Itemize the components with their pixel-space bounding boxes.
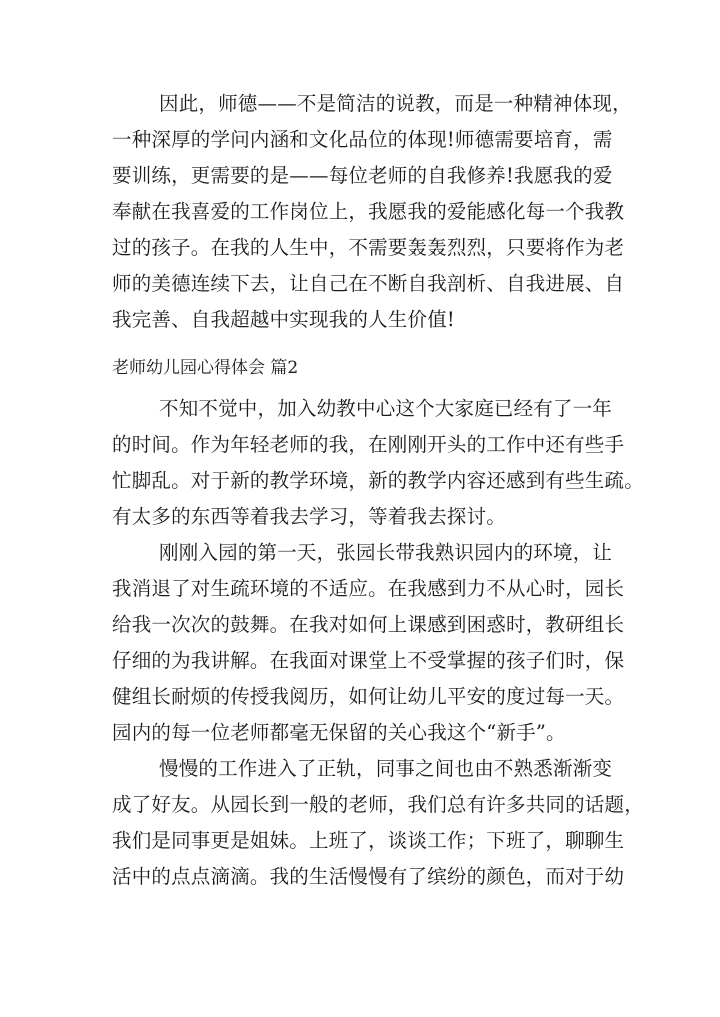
paragraph-line: 奉献在我喜爱的工作岗位上，我愿我的爱能感化每一个我教 [112, 200, 625, 223]
paragraph-line: 成了好友。从园长到一般的老师，我们总有许多共同的话题， [112, 793, 644, 816]
paragraph-line: 忙脚乱。对于新的教学环境，新的教学内容还感到有些生疏。 [112, 469, 644, 492]
paragraph-2 [112, 391, 644, 535]
paragraph-line: 过的孩子。在我的人生中，不需要轰轰烈烈，只要将作为老 [112, 236, 625, 259]
section-heading: 老师幼儿园心得体会 篇2 [112, 358, 299, 378]
paragraph-line: 我们是同事更是姐妹。上班了，谈谈工作；下班了，聊聊生 [112, 829, 625, 852]
paragraph-1 [112, 86, 632, 338]
paragraph-line: 刚刚入园的第一天，张园长带我熟识园内的环境，让 [159, 541, 613, 564]
paragraph-3 [112, 535, 625, 751]
paragraph-line: 园内的每一位老师都毫无保留的关心我这个“新手”。 [112, 721, 566, 744]
paragraph-line: 仔细的为我讲解。在我面对课堂上不受掌握的孩子们时，保 [112, 649, 625, 672]
paragraph-line: 师的美德连续下去，让自己在不断自我剖析、自我进展、自 [112, 272, 625, 295]
paragraph-line: 活中的点点滴滴。我的生活慢慢有了缤纷的颜色，而对于幼 [112, 865, 625, 888]
paragraph-line: 要训练，更需要的是——每位老师的自我修养!我愿我的爱 [112, 164, 613, 187]
paragraph-line: 健组长耐烦的传授我阅历，如何让幼儿平安的度过每一天。 [112, 685, 625, 708]
paragraph-line: 不知不觉中，加入幼教中心这个大家庭已经有了一年 [159, 397, 613, 420]
paragraph-line: 一种深厚的学问内涵和文化品位的体现!师德需要培育，需 [112, 128, 613, 151]
paragraph-line: 慢慢的工作进入了正轨，同事之间也由不熟悉渐渐变 [159, 757, 613, 780]
paragraph-line: 的时间。作为年轻老师的我，在刚刚开头的工作中还有些手 [112, 433, 625, 456]
paragraph-4 [112, 751, 644, 895]
paragraph-line: 我消退了对生疏环境的不适应。在我感到力不从心时，园长 [112, 577, 625, 600]
paragraph-line: 给我一次次的鼓舞。在我对如何上课感到困惑时，教研组长 [112, 613, 625, 636]
paragraph-line: 我完善、自我超越中实现我的人生价值! [112, 308, 455, 331]
paragraph-line: 因此，师德——不是简洁的说教，而是一种精神体现， [159, 92, 632, 115]
paragraph-line: 有太多的东西等着我去学习，等着我去探讨。 [112, 505, 507, 528]
